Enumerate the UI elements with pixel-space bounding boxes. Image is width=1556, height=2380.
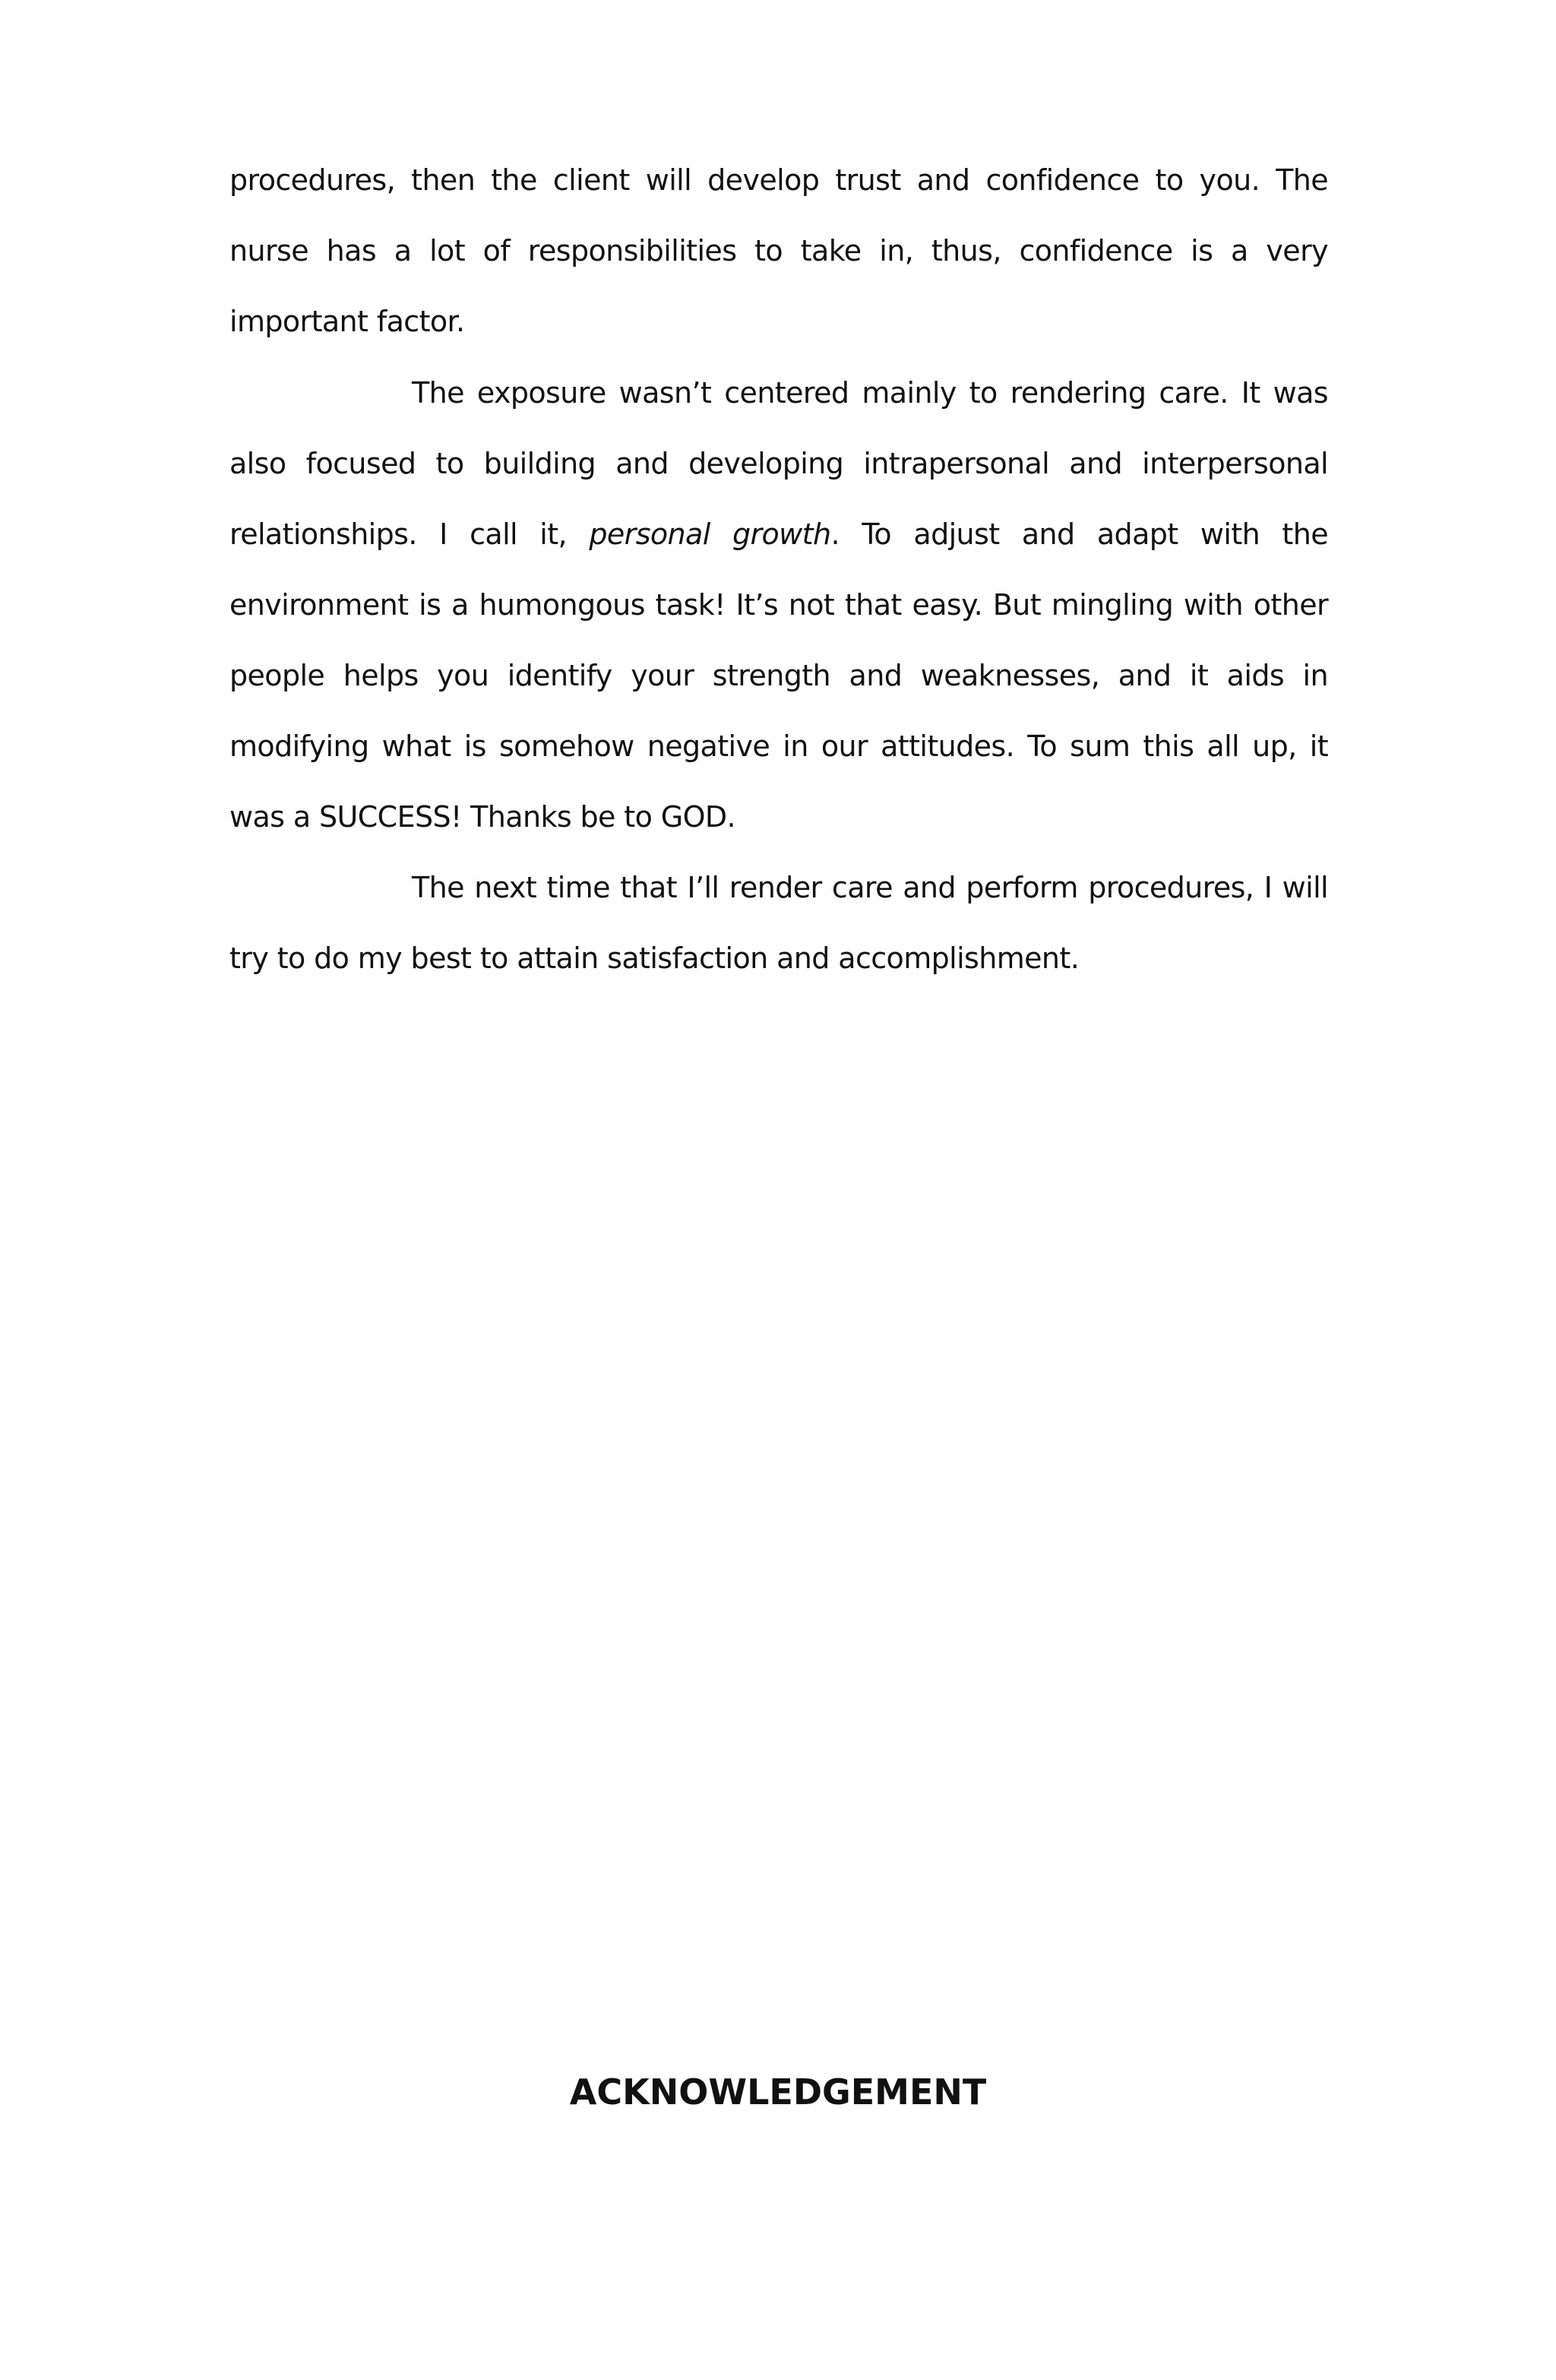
- paragraph-continuation: procedures, then the client will develop trust and confidence to you. The nurse has a lot of responsibilities to take in, thus, confidence is a very important factor.: [229, 163, 1328, 338]
- italic-phrase: personal growth: [589, 517, 831, 551]
- paragraph-exposure: [229, 358, 1328, 853]
- section-heading-acknowledgement: ACKNOWLEDGEMENT: [569, 2071, 987, 2113]
- paragraph-exposure-text-start: The exposure wasn’t centered mainly to rendering care. It was also focused to building and developing intrapersonal and interpersonal relationships. I call it,: [229, 376, 1328, 551]
- paragraph-exposure-text-end: . To adjust and adapt with the environment is a humongous task! It’s not that easy. But mingling with other people helps you identify your strength and weaknesses, and it aids in modifying what is somehow negative in our attitudes. To sum this all up, it was a SUCCESS! Thanks be to GOD.: [229, 517, 1328, 834]
- paragraph-next-time: The next time that I’ll render care and perform procedures, I will try to do my best to attain satisfaction and accomplishment.: [229, 871, 1328, 975]
